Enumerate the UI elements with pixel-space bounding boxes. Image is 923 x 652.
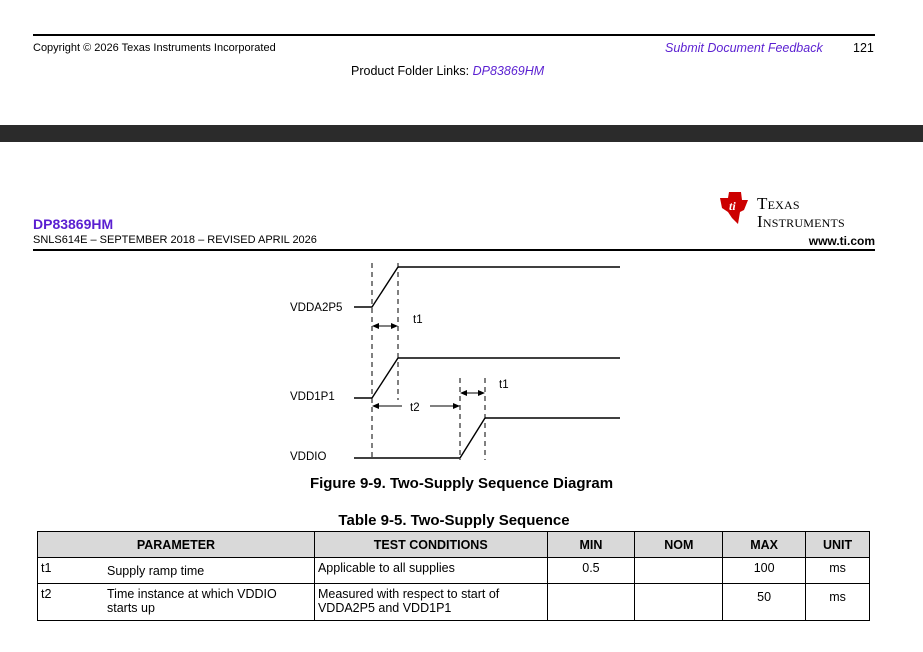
vdda2p5-waveform	[354, 267, 620, 307]
col-header-test-conditions: TEST CONDITIONS	[314, 532, 547, 558]
conditions-cell: Applicable to all supplies	[314, 558, 547, 584]
min-cell: 0.5	[547, 558, 635, 584]
two-supply-sequence-table	[37, 531, 870, 621]
signal-label-vdd1p1: VDD1P1	[290, 391, 335, 403]
svg-text:ti: ti	[729, 199, 736, 213]
logo-text-texas: Texas	[757, 194, 800, 213]
col-header-max: MAX	[723, 532, 806, 558]
product-folder-label: Product Folder Links:	[351, 64, 473, 78]
document-revision-line: SNLS614E – SEPTEMBER 2018 – REVISED APRIL 2026	[33, 234, 317, 246]
vdd1p1-waveform	[354, 358, 620, 398]
col-header-parameter: PARAMETER	[38, 532, 315, 558]
timing-label-t2: t2	[410, 402, 420, 414]
vddio-waveform	[354, 418, 620, 458]
parameter-symbol: t2	[41, 587, 52, 601]
col-header-nom: NOM	[635, 532, 723, 558]
min-cell	[547, 584, 635, 621]
col-header-min: MIN	[547, 532, 635, 558]
parameter-cell	[38, 558, 315, 584]
page-number: 121	[853, 41, 874, 55]
nom-cell	[635, 558, 723, 584]
signal-label-vddio: VDDIO	[290, 451, 327, 463]
website-url[interactable]: www.ti.com	[808, 234, 875, 248]
timing-label-t1-first: t1	[413, 314, 423, 326]
table-row	[38, 584, 870, 621]
sequence-diagram	[280, 260, 630, 465]
footer-rule	[33, 34, 875, 36]
timing-label-t1-second: t1	[499, 379, 509, 391]
table-row	[38, 558, 870, 584]
product-folder-links	[351, 64, 544, 78]
parameter-name: Time instance at which VDDIO starts up	[107, 587, 277, 615]
part-number[interactable]: DP83869HM	[33, 216, 114, 232]
unit-cell: ms	[806, 558, 870, 584]
conditions-cell: Measured with respect to start of VDDA2P5 and VDD1P1	[314, 584, 547, 621]
header-rule	[33, 249, 875, 251]
copyright-text: Copyright © 2026 Texas Instruments Incorporated	[33, 42, 276, 54]
ti-logo	[714, 188, 876, 232]
col-header-unit: UNIT	[806, 532, 870, 558]
unit-cell: ms	[806, 584, 870, 621]
table-header-row	[38, 532, 870, 558]
ti-logo-icon	[714, 188, 754, 228]
figure-caption: Figure 9-9. Two-Supply Sequence Diagram	[309, 475, 614, 492]
max-cell: 100	[723, 558, 806, 584]
max-cell: 50	[723, 584, 806, 621]
submit-feedback-link[interactable]: Submit Document Feedback	[665, 41, 823, 55]
signal-label-vdda2p5: VDDA2P5	[290, 302, 343, 314]
parameter-cell	[38, 584, 315, 621]
product-folder-link[interactable]: DP83869HM	[472, 64, 545, 78]
parameter-symbol: t1	[41, 561, 52, 575]
table-caption: Table 9-5. Two-Supply Sequence	[338, 512, 570, 529]
parameter-name: Supply ramp time	[107, 564, 205, 578]
nom-cell	[635, 584, 723, 621]
page-separator	[0, 125, 923, 142]
logo-text-instruments: Instruments	[757, 212, 845, 231]
